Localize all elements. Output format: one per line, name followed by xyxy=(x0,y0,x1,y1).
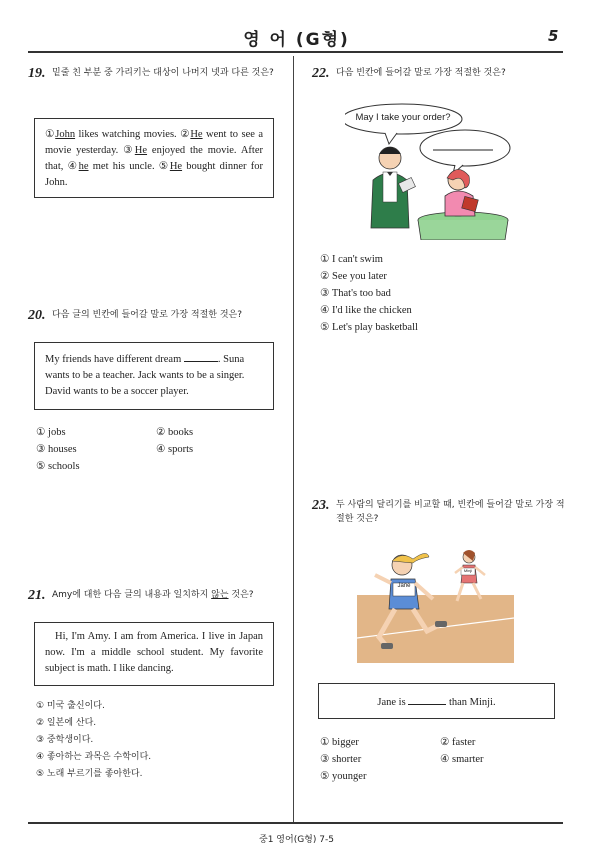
option[interactable]: ⑤ younger xyxy=(320,771,367,782)
q19-question: 밑줄 친 부분 중 가리키는 대상이 나머지 넷과 다른 것은? xyxy=(52,68,274,78)
question-text: 것은? xyxy=(228,590,254,600)
option[interactable]: ③ 중학생이다. xyxy=(36,735,94,745)
answer-blank xyxy=(184,351,218,362)
option[interactable]: ① bigger xyxy=(320,737,359,748)
underlined-word: he xyxy=(78,161,89,172)
passage-text: bought dinner for John. xyxy=(45,161,263,188)
passage-text: likes watching movies. xyxy=(75,129,181,140)
option[interactable]: ⑤ Let's play basketball xyxy=(320,322,418,333)
underlined-word: He xyxy=(134,145,148,156)
q23-sentence-box xyxy=(318,683,555,719)
q22 xyxy=(312,66,564,82)
option[interactable]: ④ sports xyxy=(156,444,194,455)
option[interactable]: ② See you later xyxy=(320,271,387,282)
q21-options xyxy=(36,698,276,783)
underlined-word: John xyxy=(55,129,76,140)
option[interactable]: ② books xyxy=(156,427,194,438)
passage-text: enjoyed the movie. After that, xyxy=(45,145,263,172)
option[interactable]: ① jobs xyxy=(36,427,66,438)
q19 xyxy=(28,66,280,82)
footer-text: 중1 영어(G형) 7-5 xyxy=(259,835,334,845)
page-title: 영 어 (G형) xyxy=(243,30,350,50)
speech-bubble-waiter: May I take your order? xyxy=(355,112,451,123)
q23-illustration xyxy=(357,543,514,663)
marker: ① xyxy=(45,129,56,140)
sentence-text: than Minji. xyxy=(448,697,496,708)
option[interactable]: ② 일본에 산다. xyxy=(36,718,97,728)
option[interactable]: ③ houses xyxy=(36,444,77,455)
option[interactable]: ② faster xyxy=(440,737,476,748)
underlined-word: He xyxy=(169,161,183,172)
marker: ③ xyxy=(123,145,135,156)
q20-question: 다음 글의 빈칸에 들어갈 말로 가장 적절한 것은? xyxy=(52,310,242,320)
q21-number: 21. xyxy=(28,588,46,603)
sentence-text: Jane is xyxy=(377,697,406,708)
page-number: 5 xyxy=(548,27,559,45)
q22-illustration xyxy=(345,100,520,240)
option[interactable]: ① I can't swim xyxy=(320,254,383,265)
footer-rule xyxy=(28,822,563,824)
passage-text: met his uncle. xyxy=(88,161,159,172)
running-race-illustration xyxy=(357,543,514,663)
option[interactable]: ③ shorter xyxy=(320,754,362,765)
q22-question: 다음 빈칸에 들어갈 말로 가장 적절한 것은? xyxy=(336,68,506,78)
q19-number: 19. xyxy=(28,66,46,81)
column-divider xyxy=(293,56,294,822)
q20-number: 20. xyxy=(28,308,46,323)
q20-passage-box xyxy=(34,342,274,410)
marker: ④ xyxy=(67,161,79,172)
q22-number: 22. xyxy=(312,66,330,81)
marker: ② xyxy=(180,129,191,140)
underlined-word: He xyxy=(190,129,203,140)
q19-passage-box xyxy=(34,118,274,198)
question-text: Amy에 대한 다음 글의 내용과 일치하지 xyxy=(52,590,212,600)
option[interactable]: ③ That's too bad xyxy=(320,288,391,299)
q21-question xyxy=(50,588,254,604)
passage-text: Hi, I'm Amy. I am from America. I live in Japan now. I'm a middle school student. My favorite subject is math. I like dancing. xyxy=(45,631,263,674)
option[interactable]: ④ smarter xyxy=(440,754,484,765)
q23-number: 23. xyxy=(312,498,330,513)
runner-label-jane: Jane xyxy=(397,583,411,589)
runner-label-minji: Minji xyxy=(463,568,473,573)
option[interactable]: ④ 좋아하는 과목은 수학이다. xyxy=(36,752,152,762)
q21 xyxy=(28,588,286,604)
option[interactable]: ① 미국 출신이다. xyxy=(36,701,105,711)
header-rule xyxy=(28,51,563,53)
passage-text: went to see a movie yesterday. xyxy=(45,129,263,156)
q22-options xyxy=(320,251,550,336)
marker: ⑤ xyxy=(158,161,170,172)
option[interactable]: ⑤ 노래 부르기를 좋아한다. xyxy=(36,769,143,779)
passage-text: My friends have different dream xyxy=(45,354,182,365)
option[interactable]: ⑤ schools xyxy=(36,461,80,472)
q23-question: 두 사람의 달리기를 비교할 때, 빈칸에 들어갈 말로 가장 적절한 것은? xyxy=(336,500,565,524)
q21-passage-box xyxy=(34,622,274,686)
q20 xyxy=(28,308,280,324)
answer-blank xyxy=(408,694,446,705)
q23 xyxy=(312,498,568,526)
passage-text: . Suna wants to be a teacher. Jack wants to be a singer. David wants to be a soccer player. xyxy=(45,354,245,397)
option[interactable]: ④ I'd like the chicken xyxy=(320,305,412,316)
question-emphasis: 않는 xyxy=(211,590,229,600)
